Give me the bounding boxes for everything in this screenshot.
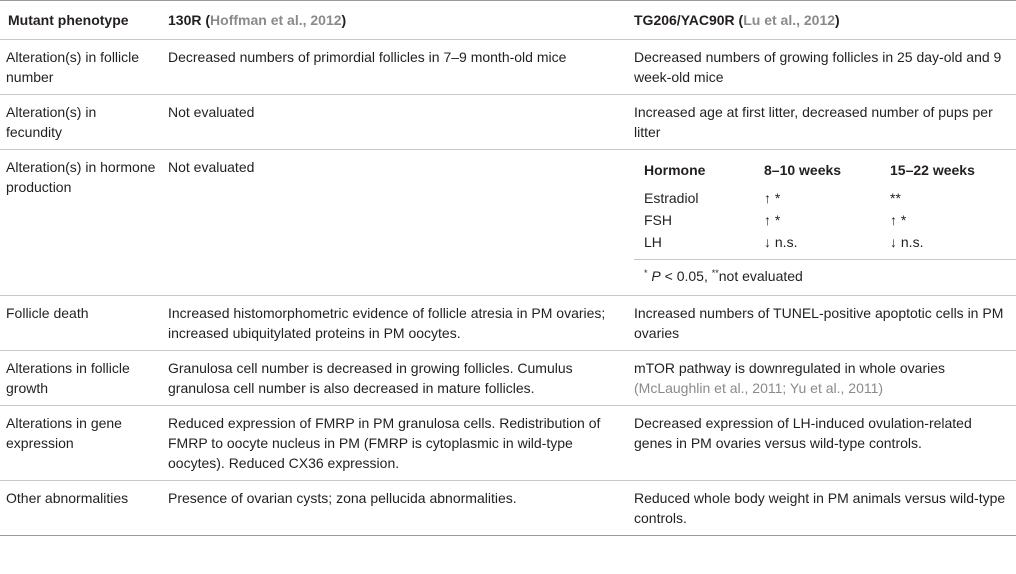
phenotype-cell: Alteration(s) in fecundity (6, 104, 97, 140)
header-mutant-phenotype: Mutant phenotype (8, 12, 129, 28)
tg-cell: Increased numbers of TUNEL-positive apoptotic cells in PM ovaries (634, 305, 1004, 341)
hormone-value: ↓ n.s. (764, 234, 798, 250)
hormone-name: LH (644, 234, 662, 250)
phenotype-cell: Alteration(s) in hormone production (6, 159, 156, 195)
tg-cell: Reduced whole body weight in PM animals versus wild-type controls. (634, 490, 1006, 526)
r130-cell: Presence of ovarian cysts; zona pellucida abnormalities. (168, 490, 517, 506)
table-row (0, 40, 1016, 95)
phenotype-cell: Follicle death (6, 305, 89, 321)
hormone-footnote: * P < 0.05, **not evaluated (634, 259, 1016, 288)
phenotype-cell: Alteration(s) in follicle number (6, 49, 140, 85)
tg-cell: Decreased expression of LH-induced ovulation-related genes in PM ovaries versus wild-type controls. (634, 415, 972, 451)
hormone-value: ↑ * (890, 212, 907, 228)
tg-refs[interactable]: (McLaughlin et al., 2011; Yu et al., 2011) (634, 380, 884, 396)
hormone-value: ** (890, 190, 901, 206)
hormone-cell (628, 150, 1016, 295)
r130-cell: Granulosa cell number is decreased in growing follicles. Cumulus granulosa cell number is also decreased in mature follicles. (168, 360, 573, 396)
table-row (0, 351, 1016, 406)
r130-cell: Not evaluated (168, 104, 255, 120)
tg-cell: Decreased numbers of growing follicles in 25 day-old and 9 week-old mice (634, 49, 1002, 85)
hormone-value: ↓ n.s. (890, 234, 924, 250)
hormone-value: ↑ * (764, 212, 781, 228)
weeks-15-22-header: 15–22 weeks (890, 162, 975, 178)
hormone-row (634, 187, 1016, 209)
table-header-row (0, 1, 1016, 40)
table-row (0, 406, 1016, 481)
hormone-table (634, 159, 1016, 259)
hormone-header-row (634, 159, 1016, 187)
header-tg206: TG206/YAC90R (Lu et al., 2012) (634, 12, 840, 28)
phenotype-cell: Alterations in gene expression (6, 415, 122, 451)
r130-cell: Decreased numbers of primordial follicles in 7–9 month-old mice (168, 49, 567, 65)
tg-cell: mTOR pathway is downregulated in whole ovaries (McLaughlin et al., 2011; Yu et al., 2011) (634, 360, 946, 396)
table-row (0, 150, 1016, 296)
ref-hoffman[interactable]: Hoffman et al., 2012 (210, 12, 342, 28)
hormone-row (634, 231, 1016, 259)
table-row (0, 296, 1016, 351)
r130-cell: Not evaluated (168, 159, 255, 175)
header-130r: 130R (Hoffman et al., 2012) (168, 12, 347, 28)
hormone-name: Estradiol (644, 190, 699, 206)
phenotype-cell: Alterations in follicle growth (6, 360, 130, 396)
r130-cell: Reduced expression of FMRP in PM granulosa cells. Redistribution of FMRP to oocyte nucleus in PM (FMRP is cytoplasmic in wild-type oocytes). Reduced CX36 expression. (168, 415, 601, 471)
weeks-8-10-header: 8–10 weeks (764, 162, 842, 178)
tg-cell: Increased age at first litter, decreased number of pups per litter (634, 104, 993, 140)
ref-lu[interactable]: Lu et al., 2012 (743, 12, 836, 28)
table-row (0, 95, 1016, 150)
table-row (0, 481, 1016, 536)
hormone-row (634, 209, 1016, 231)
r130-cell: Increased histomorphometric evidence of follicle atresia in PM ovaries; increased ubiquitylated proteins in PM oocytes. (168, 305, 606, 341)
hormone-header: Hormone (644, 162, 706, 178)
hormone-value: ↑ * (764, 190, 781, 206)
phenotype-cell: Other abnormalities (6, 490, 129, 506)
hormone-name: FSH (644, 212, 672, 228)
